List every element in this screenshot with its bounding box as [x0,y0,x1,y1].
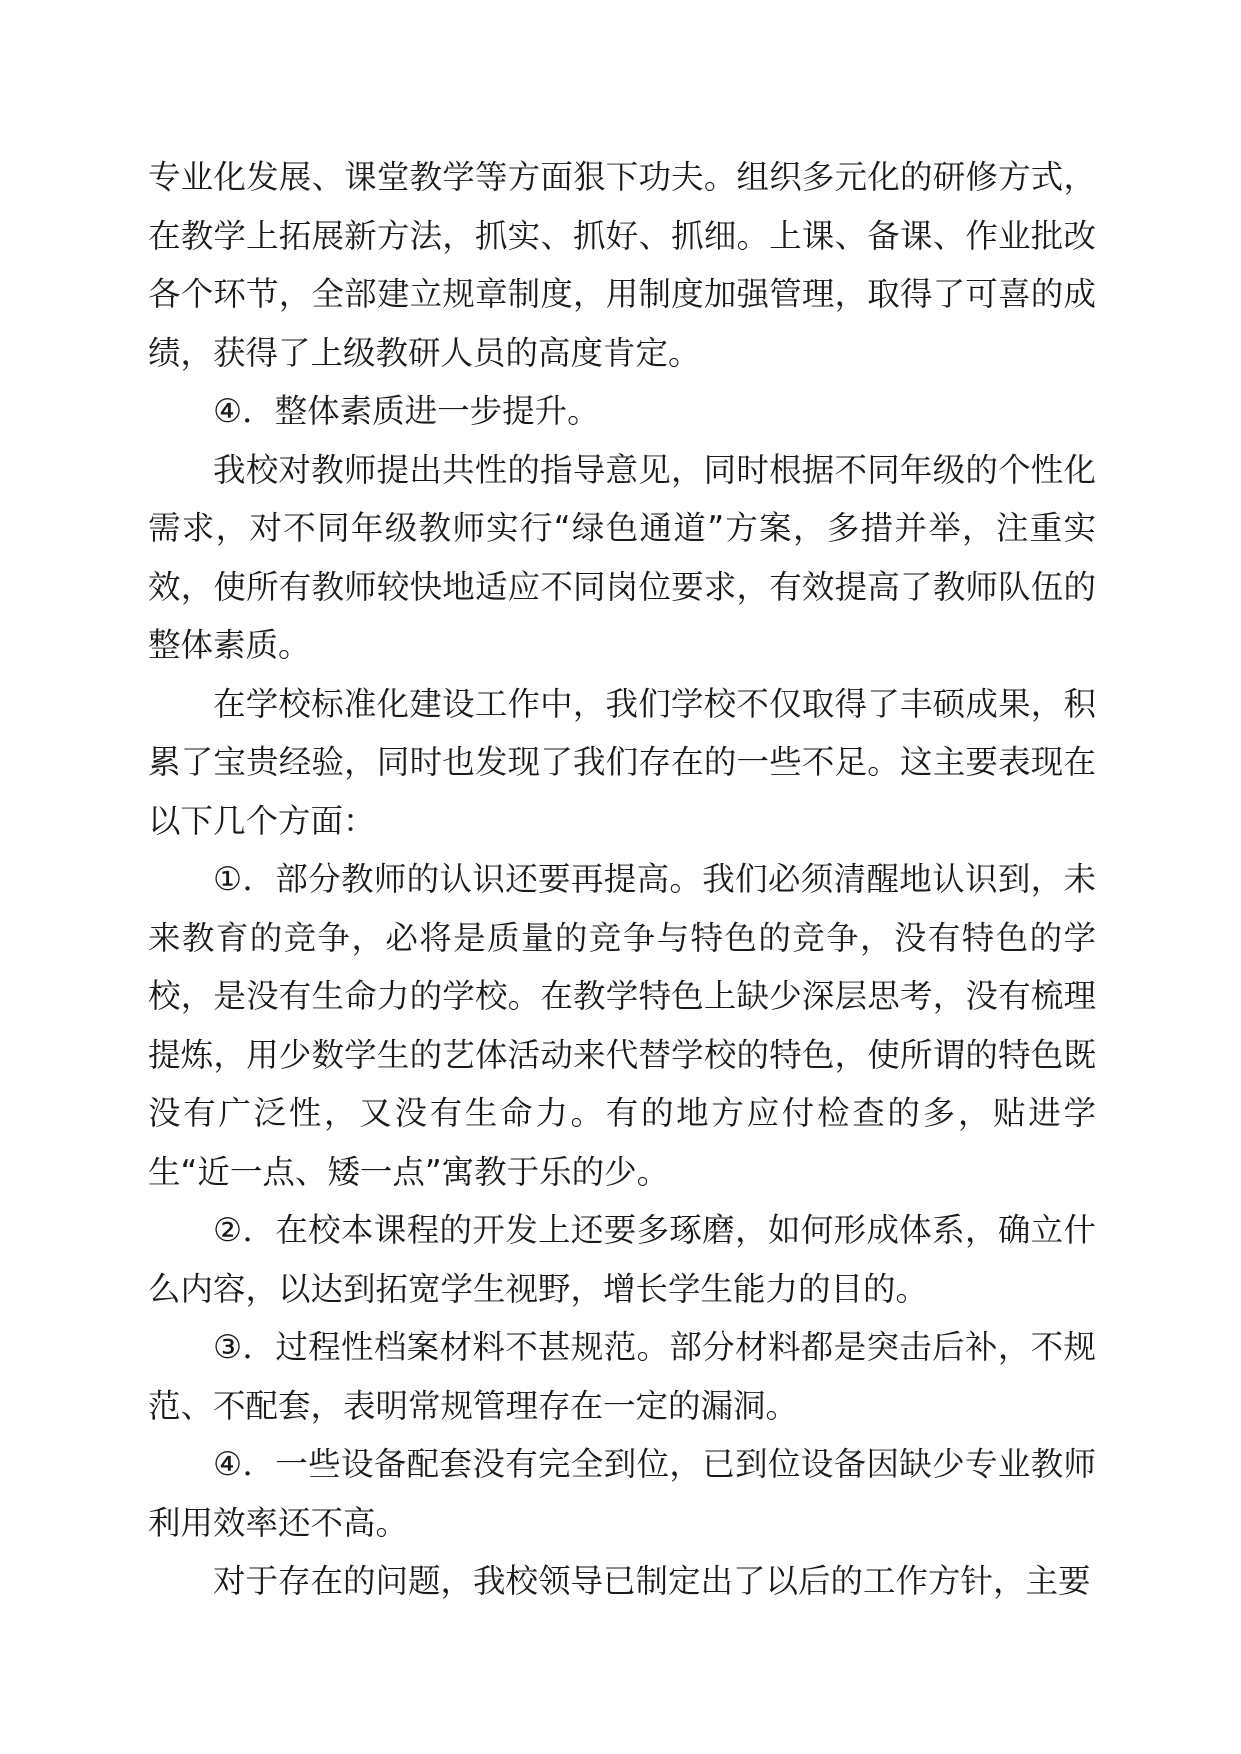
paragraph-point-1: ①．部分教师的认识还要再提高。我们必须清醒地认识到，未来教育的竞争，必将是质量的竞争与特色的竞争，没有特色的学校，是没有生命力的学校。在教学特色上缺少深层思考，没有梳理提炼，用少数学生的艺体活动来代替学校的特色，使所谓的特色既没有广泛性，又没有生命力。有的地方应付检查的多，贴进学生“近一点、矮一点”寓教于乐的少。 [148,860,1096,1191]
paragraph-future-plans: 对于存在的问题，我校领导已制定出了以后的工作方针，主要 [213,1562,1091,1600]
paragraph-point-3: ③．过程性档案材料不甚规范。部分材料都是突击后补，不规范、不配套，表明常规管理存在一定的漏洞。 [148,1328,1096,1425]
paragraph-point-4: ④．一些设备配套没有完全到位，已到位设备因缺少专业教师利用效率还不高。 [148,1445,1096,1542]
paragraph-heading-overall-quality: ④．整体素质进一步提升。 [213,392,600,430]
document-body [148,148,1096,1611]
paragraph-point-2: ②．在校本课程的开发上还要多琢磨，如何形成体系，确立什么内容，以达到拓宽学生视野，增长学生能力的目的。 [148,1211,1096,1308]
paragraph-continuation: 专业化发展、课堂教学等方面狠下功夫。组织多元化的研修方式，在教学上拓展新方法，抓实、抓好、抓细。上课、备课、作业批改各个环节，全部建立规章制度，用制度加强管理，取得了可喜的成绩，获得了上级教研人员的高度肯定。 [148,158,1096,372]
paragraph-teacher-guidance: 我校对教师提出共性的指导意见，同时根据不同年级的个性化需求，对不同年级教师实行“绿色通道”方案，多措并举，注重实效，使所有教师较快地适应不同岗位要求，有效提高了教师队伍的整体素质。 [148,450,1096,664]
paragraph-shortcomings-intro: 在学校标准化建设工作中，我们学校不仅取得了丰硕成果，积累了宝贵经验，同时也发现了我们存在的一些不足。这主要表现在以下几个方面： [148,684,1096,840]
